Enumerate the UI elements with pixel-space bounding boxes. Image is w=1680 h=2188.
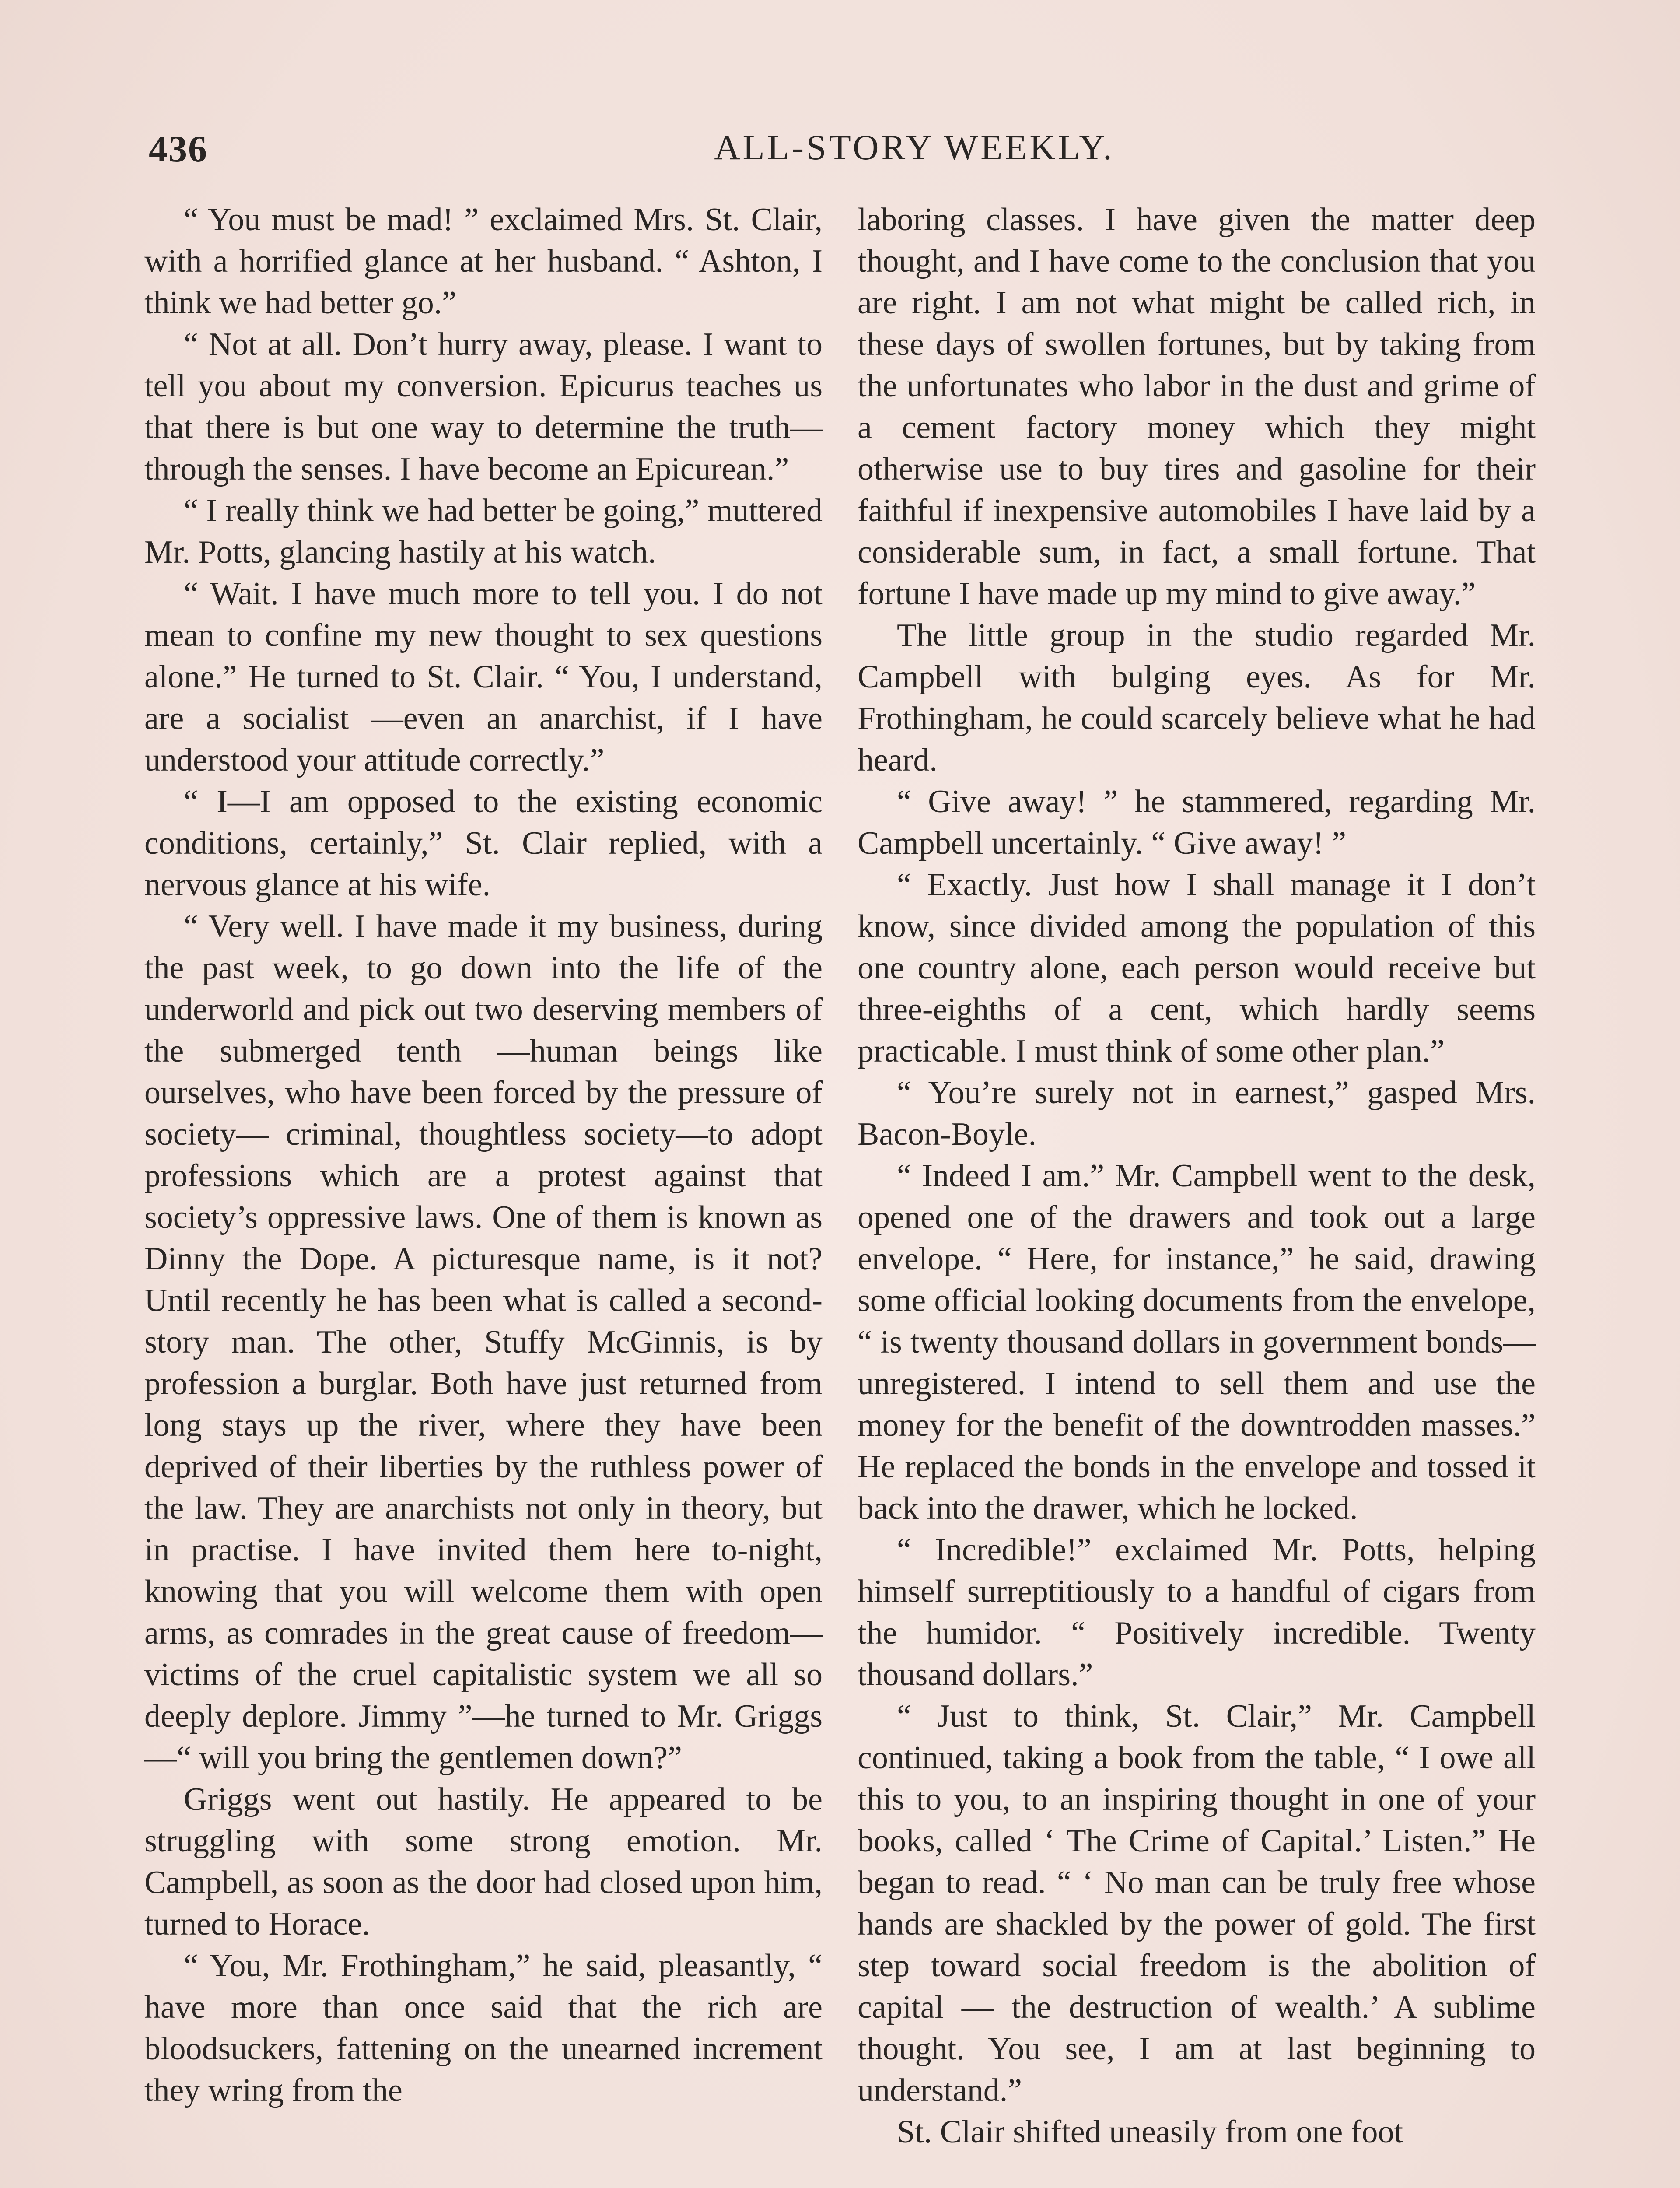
paragraph: “ I—I am opposed to the existing economic conditions, certainly,” St. Clair replied, with a nervous glance at his wife. — [144, 784, 822, 903]
paragraph: St. Clair shifted uneasily from one foot — [897, 2114, 1404, 2150]
paragraph: “ Very well. I have made it my business, during the past week, to go down into the life of the underworld and pick out two deserving members of the submerged tenth —human beings like ourselves, who have been forced by the pressure of society— criminal, thoughtless society—to adopt professions which are a protest against that society’s oppressive laws. One of them is known as Dinny the Dope. A picturesque name, is it not? Until recently he has been what is called a second-story man. The other, Stuffy McGinnis, is by profession a burglar. Both have just returned from long stays up the river, where they have been deprived of their liberties by the ruthless power of the law. They are anarchists not only in theory, but in practise. I have invited them here to-night, knowing that you will welcome them with open arms, as comrades in the great cause of freedom— victims of the cruel capitalistic system we all so deeply deplore. Jimmy ”—he turned to Mr. Griggs—“ will you bring the gentlemen down?” — [144, 908, 822, 1776]
right-column — [858, 199, 1536, 2153]
paragraph: “ Indeed I am.” Mr. Campbell went to the desk, opened one of the drawers and took out a large envelope. “ Here, for instance,” he said, drawing some official looking documents from the envelope, “ is twenty thousand dollars in government bonds— unregistered. I intend to sell them and use the money for the benefit of the downtrodden masses.” He replaced the bonds in the envelope and tossed it back into the drawer, which he locked. — [858, 1158, 1536, 1526]
paragraph: “ Not at all. Don’t hurry away, please. I want to tell you about my conversion. Epicurus teaches us that there is but one way to determine the truth—through the senses. I have become an Epicurean.” — [144, 326, 822, 487]
paragraph: “ I really think we had better be going,” muttered Mr. Potts, glancing hastily at his watch. — [144, 493, 822, 570]
paragraph: “ Just to think, St. Clair,” Mr. Campbell continued, taking a book from the table, “ I owe all this to you, to an inspiring thought in one of your books, called ‘ The Crime of Capital.’ Listen.” He began to read. “ ‘ No man can be truly free whose hands are shackled by the power of gold. The first step toward social freedom is the abolition of capital — the destruction of wealth.’ A sublime thought. You see, I am at last beginning to understand.” — [858, 1698, 1536, 2108]
page-number: 436 — [149, 128, 208, 170]
paragraph: “ You must be mad! ” exclaimed Mrs. St. Clair, with a horrified glance at her husband. “ Ashton, I think we had better go.” — [144, 202, 822, 321]
paragraph: The little group in the studio regarded Mr. Campbell with bulging eyes. As for Mr. Frothingham, he could scarcely believe what he had heard. — [858, 617, 1536, 778]
paragraph-continuation: laboring classes. I have given the matter deep thought, and I have come to the conclusion that you are right. I am not what might be called rich, in these days of swollen fortunes, but by taking from the unfortunates who labor in the dust and grime of a cement factory money which they might otherwise use to buy tires and gasoline for their faithful if inexpensive automobiles I have laid by a considerable sum, in fact, a small fortune. That fortune I have made up my mind to give away.” — [858, 202, 1536, 612]
paragraph: “ Incredible!” exclaimed Mr. Potts, helping himself surreptitiously to a handful of cigars from the humidor. “ Positively incredible. Twenty thousand dollars.” — [858, 1532, 1536, 1693]
paragraph: “ Wait. I have much more to tell you. I do not mean to confine my new thought to sex questions alone.” He turned to St. Clair. “ You, I understand, are a socialist —even an anarchist, if I have understood your attitude correctly.” — [144, 576, 822, 778]
running-title: ALL-STORY WEEKLY. — [714, 127, 1115, 167]
paragraph: Griggs went out hastily. He appeared to be struggling with some strong emotion. Mr. Campbell, as soon as the door had closed upon him, turned to Horace. — [144, 1781, 822, 1942]
paragraph: “ You’re surely not in earnest,” gasped Mrs. Bacon-Boyle. — [858, 1075, 1536, 1152]
paragraph: “ Exactly. Just how I shall manage it I don’t know, since divided among the population of this one country alone, each person would receive but three-eighths of a cent, which hardly seems practicable. I must think of some other plan.” — [858, 867, 1536, 1069]
page-header — [149, 127, 1553, 179]
left-column — [144, 199, 822, 2111]
paragraph: “ Give away! ” he stammered, regarding Mr. Campbell uncertainly. “ Give away! ” — [858, 784, 1536, 861]
paragraph: “ You, Mr. Frothingham,” he said, pleasantly, “ have more than once said that the rich are bloodsuckers, fattening on the unearned increment they wring from the — [144, 1948, 822, 2108]
